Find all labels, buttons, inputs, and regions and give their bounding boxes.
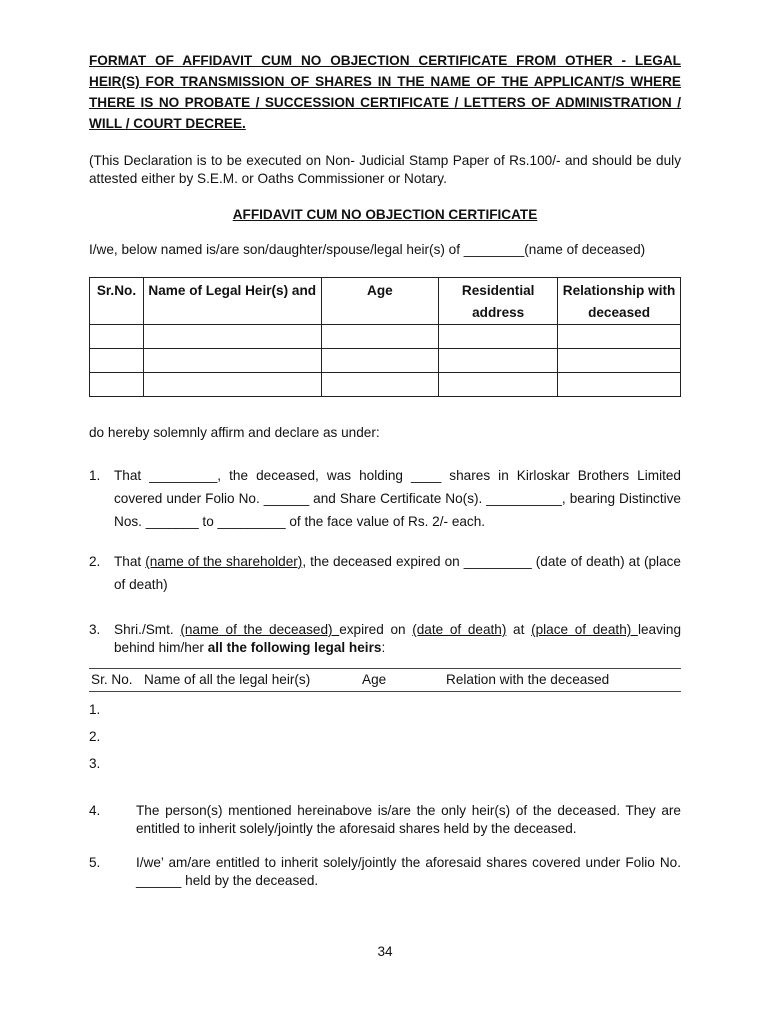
place-of-death-placeholder: (place of death) [531, 622, 638, 637]
list-item: 2. [89, 729, 101, 744]
table-cell [558, 349, 681, 373]
col-header-name: Name of Legal Heir(s) and [143, 278, 321, 325]
table-cell [439, 349, 558, 373]
table-cell [90, 325, 144, 349]
table-cell [143, 325, 321, 349]
clause-text-mid: leaving behind him/her [114, 622, 682, 655]
legal-heirs-emphasis: all the following legal heirs [207, 640, 382, 655]
table-cell [90, 373, 144, 397]
clause-2 [89, 550, 681, 596]
legal-heirs-header [89, 668, 681, 692]
table-cell [143, 373, 321, 397]
clause-number: 2. [89, 554, 101, 569]
table-row [90, 349, 681, 373]
table-cell [558, 325, 681, 349]
clause-text-mid: at [506, 622, 532, 637]
col-header-srno: Sr.No. [90, 278, 144, 325]
intro-line: I/we, below named is/are son/daughter/spouse/legal heir(s) of ________(name of deceased) [89, 242, 646, 257]
document-title: FORMAT OF AFFIDAVIT CUM NO OBJECTION CERTIFICATE FROM OTHER - LEGAL HEIR(S) FOR TRANSMISSION OF SHARES IN THE NAME OF THE APPLICANT/S WHERE THERE IS NO PROBATE / SUCCESSION CERTIFICATE / LETTERS OF ADMINISTRATION / WILL / COURT DECREE. [89, 53, 681, 131]
table-cell [321, 373, 439, 397]
legal-heirs-list [89, 702, 681, 783]
table-cell [558, 373, 681, 397]
header-sr-no: Sr. No. [91, 672, 133, 687]
list-item: 1. [89, 702, 101, 717]
table-header-row [90, 278, 681, 325]
clause-text: That _________, the deceased, was holding ____ shares in Kirloskar Brothers Limited covered under Folio No. ______ and Share Certificate No(s). __________, bearing Distinctive Nos. _______ to _________ of the face value of Rs. 2/- each. [114, 468, 681, 529]
clause-number: 1. [89, 468, 101, 483]
page-number: 34 [377, 944, 393, 959]
stamp-paper-note: (This Declaration is to be executed on Non- Judicial Stamp Paper of Rs.100/- and should be duly attested either by S.E.M. or Oaths Commissioner or Notary. [89, 153, 681, 186]
table-cell [321, 349, 439, 373]
legal-heirs-table [89, 277, 681, 397]
affidavit-heading: AFFIDAVIT CUM NO OBJECTION CERTIFICATE [232, 207, 538, 222]
table-cell [143, 349, 321, 373]
clause-number: 5. [89, 855, 101, 870]
header-age: Age [362, 672, 387, 687]
clause-1 [89, 464, 681, 533]
clause-number: 4. [89, 803, 101, 818]
document-page [89, 50, 681, 890]
list-item: 3. [89, 756, 101, 771]
clause-4 [89, 802, 681, 838]
clause-text-pre: Shri./Smt. [114, 622, 181, 637]
col-header-address: Residential address [439, 278, 558, 325]
deceased-name-placeholder: (name of the deceased) [180, 622, 340, 637]
table-cell [439, 325, 558, 349]
table-cell [439, 373, 558, 397]
table-row [90, 325, 681, 349]
table-cell [321, 325, 439, 349]
clause-number: 3. [89, 622, 101, 637]
table-cell [90, 349, 144, 373]
col-header-relationship: Relationship with deceased [558, 278, 681, 325]
clause-text-pre: That [114, 554, 146, 569]
header-relation: Relation with the deceased [446, 672, 610, 687]
clause-text: I/we’ am/are entitled to inherit solely/jointly the aforesaid shares covered under Folio No. ______ held by the deceased. [136, 855, 681, 888]
affirm-line: do hereby solemnly affirm and declare as under: [89, 425, 380, 440]
clause-text-mid: expired on [339, 622, 413, 637]
clause-3 [89, 621, 681, 657]
clause-text: The person(s) mentioned hereinabove is/are the only heir(s) of the deceased. They are entitled to inherit solely/jointly the aforesaid shares held by the deceased. [136, 803, 681, 836]
shareholder-name-placeholder: (name of the shareholder) [145, 554, 303, 569]
clause-5 [89, 854, 681, 890]
header-heir-name: Name of all the legal heir(s) [144, 672, 311, 687]
clause-text-end: : [381, 640, 386, 655]
clause-text-post: , the deceased expired on _________ (date of death) at (place of death) [114, 554, 681, 592]
col-header-age: Age [321, 278, 439, 325]
date-of-death-placeholder: (date of death) [412, 622, 507, 637]
table-row [90, 373, 681, 397]
